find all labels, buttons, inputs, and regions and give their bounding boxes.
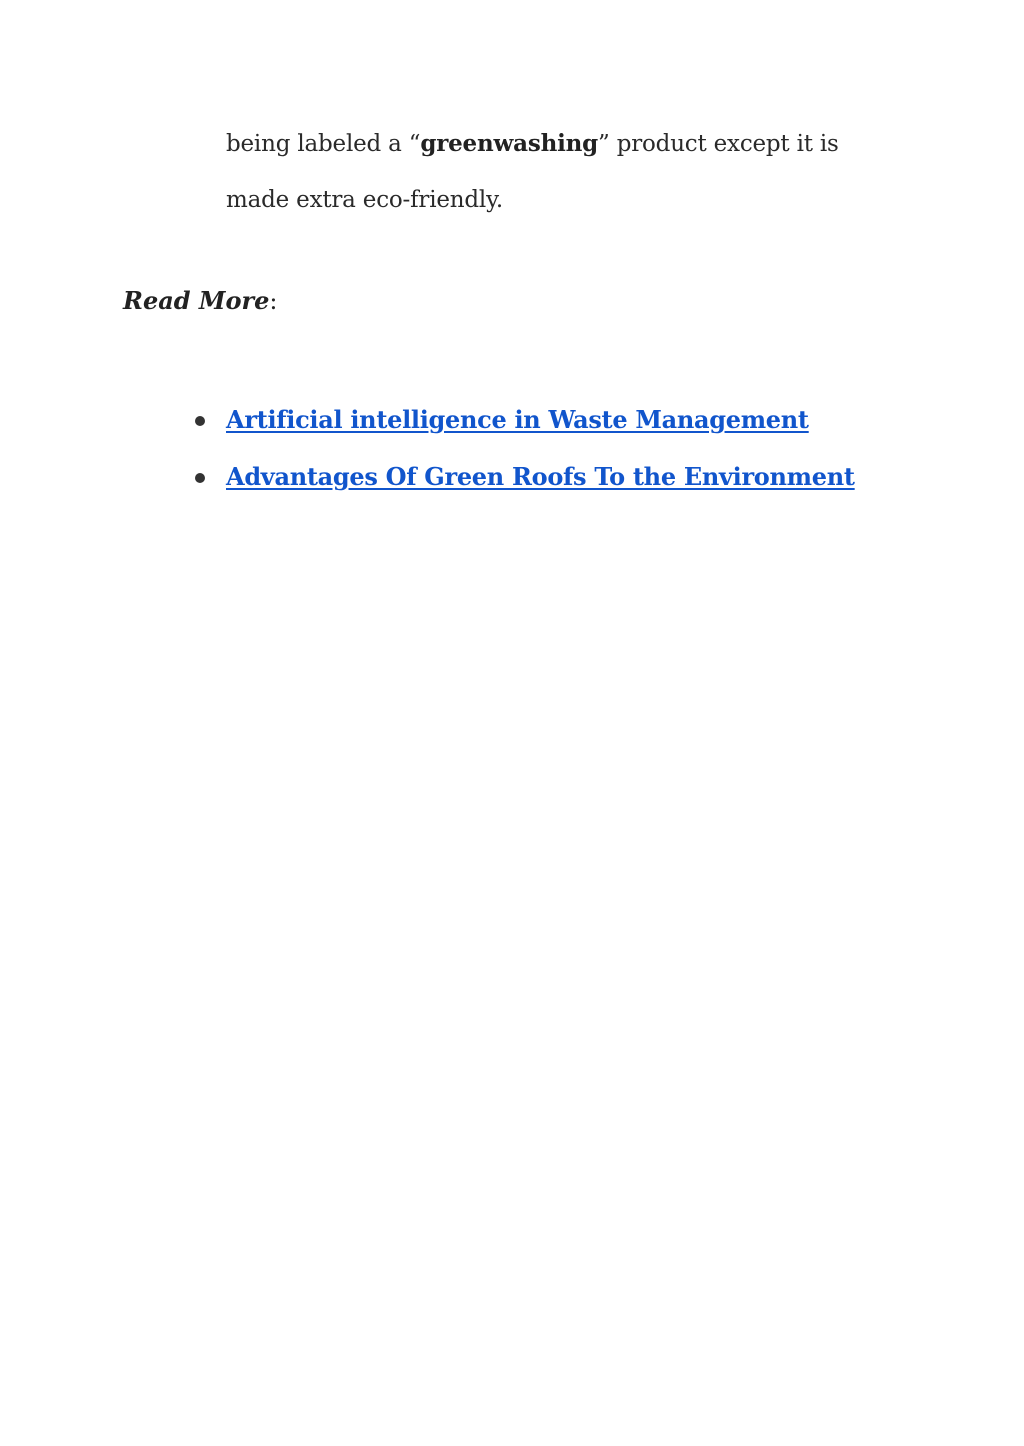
read-more-heading: [123, 283, 277, 319]
bullet-icon: [195, 473, 205, 483]
link-ai-waste-management[interactable]: Artificial intelligence in Waste Management: [226, 405, 809, 434]
paragraph-line-1: [226, 116, 926, 172]
read-more-colon: :: [269, 287, 278, 315]
read-more-label: Read More: [123, 286, 270, 315]
bold-term: greenwashing: [420, 130, 599, 157]
paragraph-text-after: ” product except it is: [598, 131, 839, 157]
paragraph-text-before: being labeled a “: [226, 131, 421, 157]
body-paragraph: [226, 116, 926, 228]
bullet-icon: [195, 416, 205, 426]
link-green-roofs[interactable]: Advantages Of Green Roofs To the Environment: [226, 462, 855, 491]
paragraph-line-2: made extra eco-friendly.: [226, 187, 503, 213]
